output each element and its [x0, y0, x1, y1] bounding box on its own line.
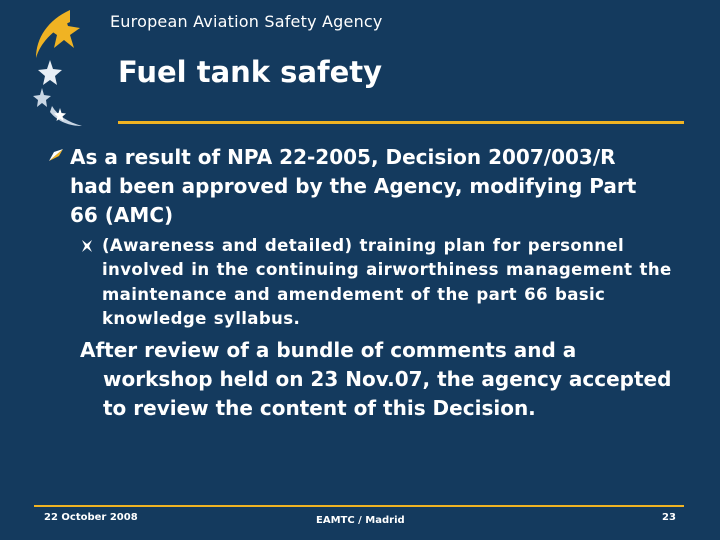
organization-name: European Aviation Safety Agency — [110, 12, 383, 31]
follow-up-paragraph — [80, 336, 690, 423]
footer-date: 22 October 2008 — [44, 512, 138, 523]
sub-bullet-text: (Awareness and detailed) training plan for personnel involved in the continuing airworthiness management the maintenance and amendement of the part 66 basic knowledge syllabus. — [102, 236, 672, 328]
easa-logo — [30, 8, 88, 130]
title-divider — [118, 121, 684, 124]
paragraph-first-line: After review of a bundle of comments and a — [80, 338, 577, 362]
page-number: 23 — [662, 512, 676, 523]
footer-divider — [34, 505, 684, 507]
paragraph-continuation: workshop held on 23 Nov.07, the agency accepted to review the content of this Decision. — [103, 367, 672, 420]
star-bullet-icon — [80, 239, 94, 253]
main-bullet-text: As a result of NPA 22-2005, Decision 2007/003/R had been approved by the Agency, modifying Part 66 (AMC) — [70, 145, 637, 227]
slide-title: Fuel tank safety — [118, 55, 383, 89]
arrow-bullet-icon — [48, 148, 64, 162]
footer-event: EAMTC / Madrid — [316, 515, 405, 526]
